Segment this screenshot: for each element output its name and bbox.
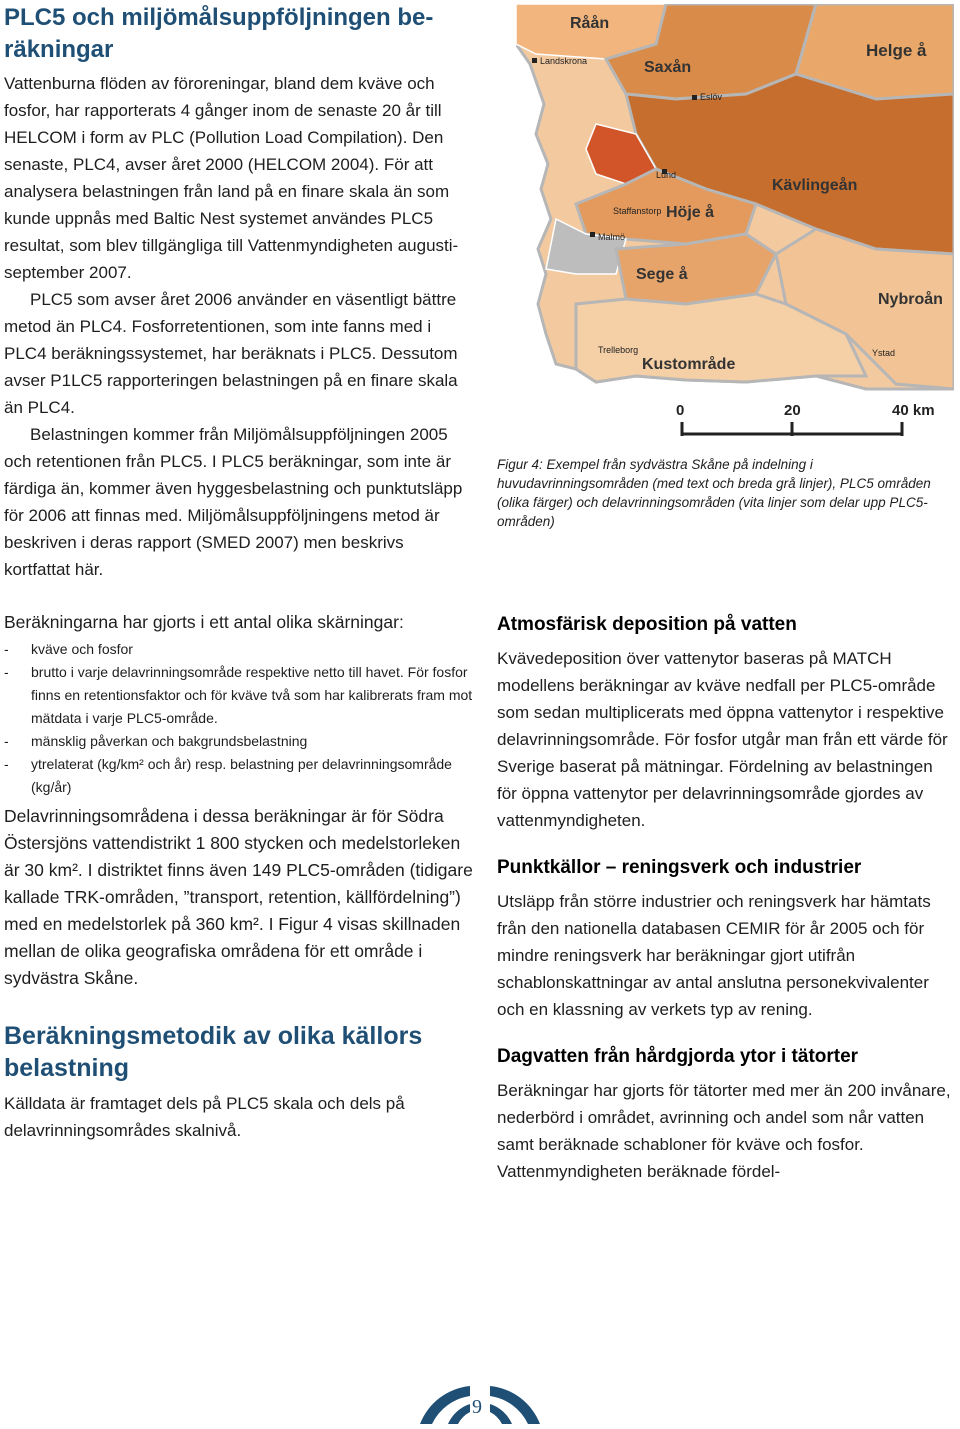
label-nybro: Nybroån — [878, 291, 943, 308]
paragraph-1: Vattenburna flöden av föroreningar, bland dem kväve och fosfor, har rapporterats 4 gånger inom de senaste 20 år till HELCOM i form av PLC (Pollution Load Compilation). Den senaste, PLC4, avser året 2000 (HELCOM 2004). För att analysera belastningen från land på en finare skala än som kunde uppnås med Baltic Nest systemet användes PLC5 resultat, som blev tillgängliga till Vattenmyndigheten augusti-september 2007. — [4, 74, 459, 282]
page-number: 9 — [472, 1396, 482, 1418]
heading-punktkallor: Punktkällor – reningsverk och industrier — [497, 857, 862, 878]
paragraph-2: PLC5 som avser året 2006 använder en väsentligt bättre metod än PLC4. Fosforretentionen, som inte fanns med i PLC4 beräkningssystemet, har beräknats i PLC5. Dessutom avser P1LC5 rapporteringen belastningen på en finare skala än PLC4. — [4, 290, 458, 417]
figure-caption: Figur 4: Exempel från sydvästra Skåne på indelning i huvudavrinningsområden (med text och breda grå linjer), PLC5 områden (olika färger) och delavrinningsområden (vita linjer som delar upp PLC5-områden) — [497, 457, 931, 529]
list-item: - mänsklig påverkan och bakgrundsbelastning — [4, 733, 308, 749]
method-paragraph: Källdata är framtaget dels på PLC5 skala och dels på delavrinningsområdes skalnivå. — [4, 1094, 405, 1140]
town-staffanstorp: Staffanstorp — [613, 206, 662, 216]
left-top-block — [4, 2, 474, 583]
paragraph-3: Belastningen kommer från Miljömålsuppföljningen 2005 och retentionen från PLC5. I PLC5 beräkningar, som inte är färdiga än, kommer även hyggesbelastning och punktutsläpp för 2006 att finnas med. Miljömålsuppföljningens metod är beskriven i deras rapport (SMED 2007) men beskrivs kortfattat här. — [4, 425, 463, 579]
town-landskrona: Landskrona — [540, 56, 588, 66]
label-helge: Helge å — [866, 41, 927, 60]
list-item: - brutto i varje delavrinningsområde respektive netto till havet. För fosfor finns en retentionsfaktor och för kväve två som har kalibrerats fram mot mätdata i varje PLC5-område. — [4, 664, 473, 726]
town-eslov: Eslöv — [700, 92, 723, 102]
label-sege: Sege å — [636, 266, 688, 283]
scale-40: 40 km — [892, 402, 935, 419]
text-atmosfarisk: Kvävedeposition över vattenytor baseras på MATCH modellens beräkningar av kväve nedfall per PLC5-område som sedan multiplicerats med öppna vattenytor i respektive delavrinningsområde. För fosfor utgår man från ett värde för Sverige baserat på mätningar. Fördelning av belastningen för öppna vattenytor per delavrinningsområde gjordes av vattenmyndigheten. — [497, 649, 948, 830]
page-footer — [0, 1382, 960, 1424]
heading-atmosfarisk: Atmosfärisk deposition på vatten — [497, 614, 797, 635]
list-intro: Beräkningarna har gjorts i ett antal olika skärningar: — [4, 612, 404, 632]
list-item: - ytrelaterat (kg/km² och år) resp. belastning per delavrinningsområde (kg/år) — [4, 756, 452, 795]
town-malmo: Malmö — [598, 232, 626, 242]
town-lund: Lund — [656, 170, 677, 180]
map-figure — [516, 4, 954, 444]
scale-0: 0 — [676, 402, 685, 419]
text-dagvatten: Beräkningar har gjorts för tätorter med mer än 200 invånare, nederbörd i området, avrinning och andel som når vatten samt beräknade schabloner för kväve och fosfor. Vattenmyndigheten beräknade fördel- — [497, 1081, 951, 1181]
label-saxan: Saxån — [644, 59, 692, 76]
calc-list — [4, 638, 474, 799]
label-kust: Kustområde — [642, 356, 736, 373]
scale-20: 20 — [784, 402, 801, 419]
label-kavlinge: Kävlingeån — [772, 177, 858, 194]
text-punktkallor: Utsläpp från större industrier och reningsverk har hämtats från den nationella databasen CEMIR för år 2005 och för mindre reningsverk har beräkningar gjort utifrån schablonskattningar av antal anslutna personekvivalenter och en klassning av verkets typ av rening. — [497, 892, 931, 1019]
right-column — [497, 613, 957, 1185]
list-item: - kväve och fosfor — [4, 641, 133, 657]
label-hoje: Höje å — [666, 204, 715, 221]
areas-paragraph: Delavrinningsområdena i dessa beräkningar är för Södra Östersjöns vattendistrikt 1 800 stycken och medelstorleken är 30 km². I distriktet finns även 149 PLC5-områden (tidigare kallade TRK-områden, ”transport, retention, källfördelning”) med en medelstorlek på 360 km². I Figur 4 visas skillnaden mellan de olika geografiska områdena för ett område i sydvästra Skåne. — [4, 806, 473, 988]
section-title: PLC5 och miljömålsuppföljningen be- räkningar — [4, 4, 434, 63]
figure-caption-block — [497, 455, 945, 531]
map-svg — [516, 4, 954, 444]
town-trelleborg: Trelleborg — [598, 345, 639, 355]
town-ystad: Ystad — [872, 348, 896, 358]
left-bottom-block — [4, 609, 474, 1144]
method-heading: Beräkningsmetodik av olika källors belastning — [4, 1022, 423, 1082]
heading-dagvatten: Dagvatten från hårdgjorda ytor i tätorter — [497, 1046, 859, 1067]
label-raan: Råån — [570, 15, 610, 32]
